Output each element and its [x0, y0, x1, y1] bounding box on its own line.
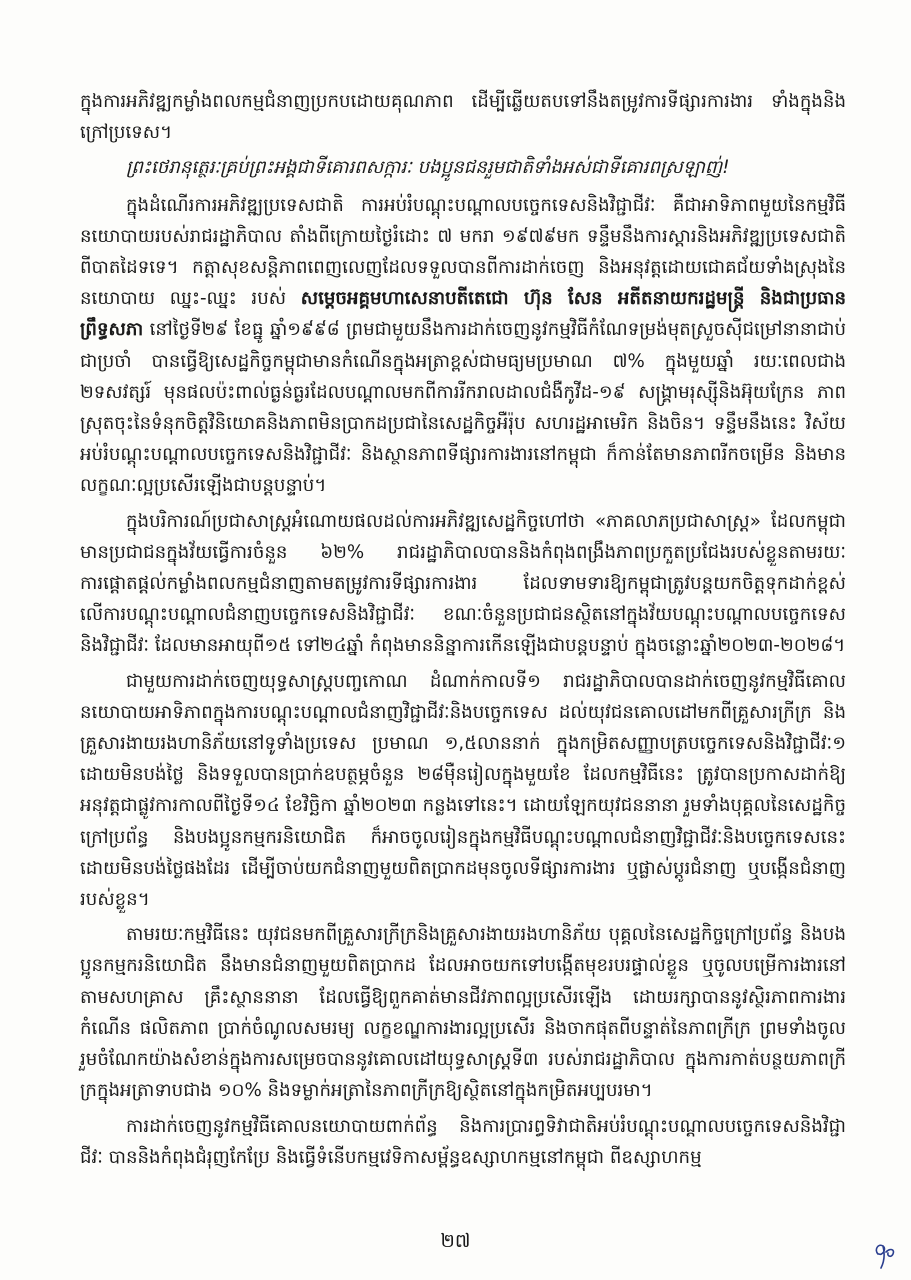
handwritten-initial-icon — [872, 1240, 898, 1270]
body-text — [80, 86, 846, 1177]
paragraph-4: ជាមួយការដាក់ចេញយុទ្ធសាស្ត្របញ្ចកោណ ដំណាក់កាលទី១ រាជរដ្ឋាភិបាលបានដាក់ចេញនូវកម្មវិធីគោលនយោបាយអាទិភាពក្នុងការបណ្តុះបណ្តាលជំនាញវិជ្ជាជីវៈនិងបច្ចេកទេស ដល់យុវជនគោលដៅមកពីគ្រួសារក្រីក្រ និងគ្រួសារងាយរងហានិភ័យនៅទូទាំងប្រទេស ប្រមាណ ១,៥លាននាក់ ក្នុងកម្រិតសញ្ញាបត្របច្ចេកទេសនិងវិជ្ជាជីវៈ១ ដោយមិនបង់ថ្លៃ និងទទួលបានប្រាក់ឧបត្ថម្ភចំនួន ២៨ម៉ឺនរៀលក្នុងមួយខែ ដែលកម្មវិធីនេះ ត្រូវបានប្រកាសដាក់ឱ្យអនុវត្តជាផ្លូវការកាលពីថ្ងៃទី១៤ ខែវិច្ឆិកា ឆ្នាំ២០២៣ កន្លងទៅនេះ។ ដោយឡែកយុវជននានា រួមទាំងបុគ្គលនៃសេដ្ឋកិច្ចក្រៅប្រព័ន្ធ និងបងប្អូនកម្មករនិយោជិត ក៏អាចចូលរៀនក្នុងកម្មវិធីបណ្តុះបណ្តាលជំនាញវិជ្ជាជីវៈនិងបច្ចេកទេសនេះដោយមិនបង់ថ្លៃផងដែរ ដើម្បីចាប់យកជំនាញមួយពិតប្រាកដមុនចូលទីផ្សារការងារ ឬផ្លាស់ប្តូរជំនាញ ឬបង្កើនជំនាញរបស់ខ្លួន។ — [80, 670, 846, 911]
paragraph-2-part-2: នៅថ្ងៃទី២៩ ខែធ្នូ ឆ្នាំ១៩៩៨ ព្រមជាមួយនឹងការដាក់ចេញនូវកម្មវិធីកំណែទម្រង់មុតស្រួចស៊ីជម្រៅនានាជាប់ជាប្រចាំ បានធ្វើឱ្យសេដ្ឋកិច្ចកម្ពុជាមានកំណើនក្នុងអត្រាខ្ពស់ជាមធ្យមប្រមាណ ៧% ក្នុងមួយឆ្នាំ រយៈពេលជាង ២ទសវត្សរ៍ មុនផលប៉ះពាល់ធ្ងន់ធ្ងរដែលបណ្តាលមកពីការរីករាលដាលជំងឺកូវីដ-១៩ សង្គ្រាមរុស្ស៊ីនិងអ៊ុយក្រែន ភាពស្រុតចុះនៃទំនុកចិត្តវិនិយោគនិងភាពមិនប្រាកដប្រជានៃសេដ្ឋកិច្ចអឺរ៉ុប សហរដ្ឋអាមេរិក និងចិន។ ទន្ទឹមនឹងនេះ វិស័យអប់រំបណ្តុះបណ្តាលបច្ចេកទេសនិងវិជ្ជាជីវៈ និងស្ថានភាពទីផ្សារការងារនៅកម្ពុជា ក៏កាន់តែមានភាពរីកចម្រើន និងមានលក្ខណៈល្អប្រសើរឡើងជាបន្តបន្ទាប់។ — [80, 319, 846, 497]
paragraph-2-bold-name: សម្តេចអគ្គមហាសេនាបតីតេជោ ហ៊ុន សែន អតីតនាយករដ្ឋមន្ត្រី និងជាប្រធានព្រឹទ្ធសភា — [80, 288, 846, 341]
paragraph-1: ក្នុងការអភិវឌ្ឍកម្លាំងពលកម្មជំនាញប្រកបដោយគុណភាព ដើម្បីឆ្លើយតបទៅនឹងតម្រូវការទីផ្សារការងារ ទាំងក្នុងនិងក្រៅប្រទេស។ — [80, 91, 846, 144]
paragraph-5: តាមរយៈកម្មវិធីនេះ យុវជនមកពីគ្រួសារក្រីក្រនិងគ្រួសារងាយរងហានិភ័យ បុគ្គលនៃសេដ្ឋកិច្ចក្រៅប្រព័ន្ធ និងបងប្អូនកម្មករនិយោជិត នឹងមានជំនាញមួយពិតប្រាកដ ដែលអាចយកទៅបង្កើតមុខរបរផ្ទាល់ខ្លួន ឬចូលបម្រើការងារនៅតាមសហគ្រាស គ្រឹះស្ថាននានា ដែលធ្វើឱ្យពួកគាត់មានជីវភាពល្អប្រសើរឡើង ដោយរក្សាបាននូវស្ថិរភាពការងារ កំណើន ផលិតភាព ប្រាក់ចំណូលសមរម្យ លក្ខខណ្ឌការងារល្អប្រសើរ និងចាកផុតពីបន្ទាត់នៃភាពក្រីក្រ ព្រមទាំងចូលរួមចំណែកយ៉ាងសំខាន់ក្នុងការសម្រេចបាននូវគោលដៅយុទ្ធសាស្ត្រទី៣ របស់រាជរដ្ឋាភិបាល ក្នុងការកាត់បន្ថយភាពក្រីក្រក្នុងអត្រាទាបជាង ១០% និងទម្លាក់អត្រានៃភាពក្រីក្រឱ្យស្ថិតនៅក្នុងកម្រិតអប្បបរមា។ — [80, 924, 846, 1102]
paragraph-2 — [80, 190, 846, 502]
paragraph-2-part-1: ក្នុងដំណើរការអភិវឌ្ឍប្រទេសជាតិ ការអប់រំបណ្តុះបណ្តាលបច្ចេកទេសនិងវិជ្ជាជីវៈ គឺជាអាទិភាពមួយនៃកម្មវិធីនយោបាយរបស់រាជរដ្ឋាភិបាល តាំងពីក្រោយថ្ងៃរំដោះ ៧ មករា ១៩៧៩មក ទន្ទឹមនឹងការស្តារនិងអភិវឌ្ឍប្រទេសជាតិពីបាតដៃទទេ។ កត្តាសុខសន្តិភាពពេញលេញដែលទទួលបានពីការដាក់ចេញ និងអនុវត្តដោយជោគជ័យទាំងស្រុងនៃនយោបាយ ឈ្នះ-ឈ្នះ របស់ — [80, 194, 846, 310]
page-number: ២៧ — [440, 1230, 471, 1252]
salutation: ព្រះថេរានុត្ថេរៈគ្រប់ព្រះអង្គជាទីគោរពសក្ការៈ បងប្អូនជនរួមជាតិទាំងអស់ជាទីគោរពស្រឡាញ់! — [126, 157, 730, 179]
paragraph-3: ក្នុងបរិការណ៍ប្រជាសាស្ត្រអំណោយផលដល់ការអភិវឌ្ឍសេដ្ឋកិច្ចហៅថា «ភាគលាភប្រជាសាស្ត្រ» ដែលកម្ពុជាមានប្រជាជនក្នុងវ័យធ្វើការចំនួន ៦២% រាជរដ្ឋាភិបាលបាននិងកំពុងពង្រឹងភាពប្រកួតប្រជែងរបស់ខ្លួនតាមរយៈការផ្តោតផ្តល់កម្លាំងពលកម្មជំនាញតាមតម្រូវការទីផ្សារការងារ ដែលទាមទារឱ្យកម្ពុជាត្រូវបន្តយកចិត្តទុកដាក់ខ្ពស់លើការបណ្តុះបណ្តាលជំនាញបច្ចេកទេសនិងវិជ្ជាជីវៈ ខណៈចំនួនប្រជាជនស្ថិតនៅក្នុងវ័យបណ្តុះបណ្តាលបច្ចេកទេសនិងវិជ្ជាជីវៈ ដែលមានអាយុពី១៥ ទៅ២៤ឆ្នាំ កំពុងមាននិន្នាការកើនឡើងជាបន្តបន្ទាប់ ក្នុងចន្លោះឆ្នាំ២០២៣-២០២៨។ — [80, 510, 846, 657]
paragraph-6: ការដាក់ចេញនូវកម្មវិធីគោលនយោបាយពាក់ព័ន្ធ និងការប្រារព្ធទិវាជាតិអប់រំបណ្តុះបណ្តាលបច្ចេកទេសនិងវិជ្ជាជីវៈ បាននិងកំពុងជំរុញកែប្រែ និងធ្វើទំនើបកម្មវេទិកាសម្ព័ន្ធឧស្សាហកម្មនៅកម្ពុជា ពីឧស្សាហកម្ម — [80, 1115, 846, 1168]
